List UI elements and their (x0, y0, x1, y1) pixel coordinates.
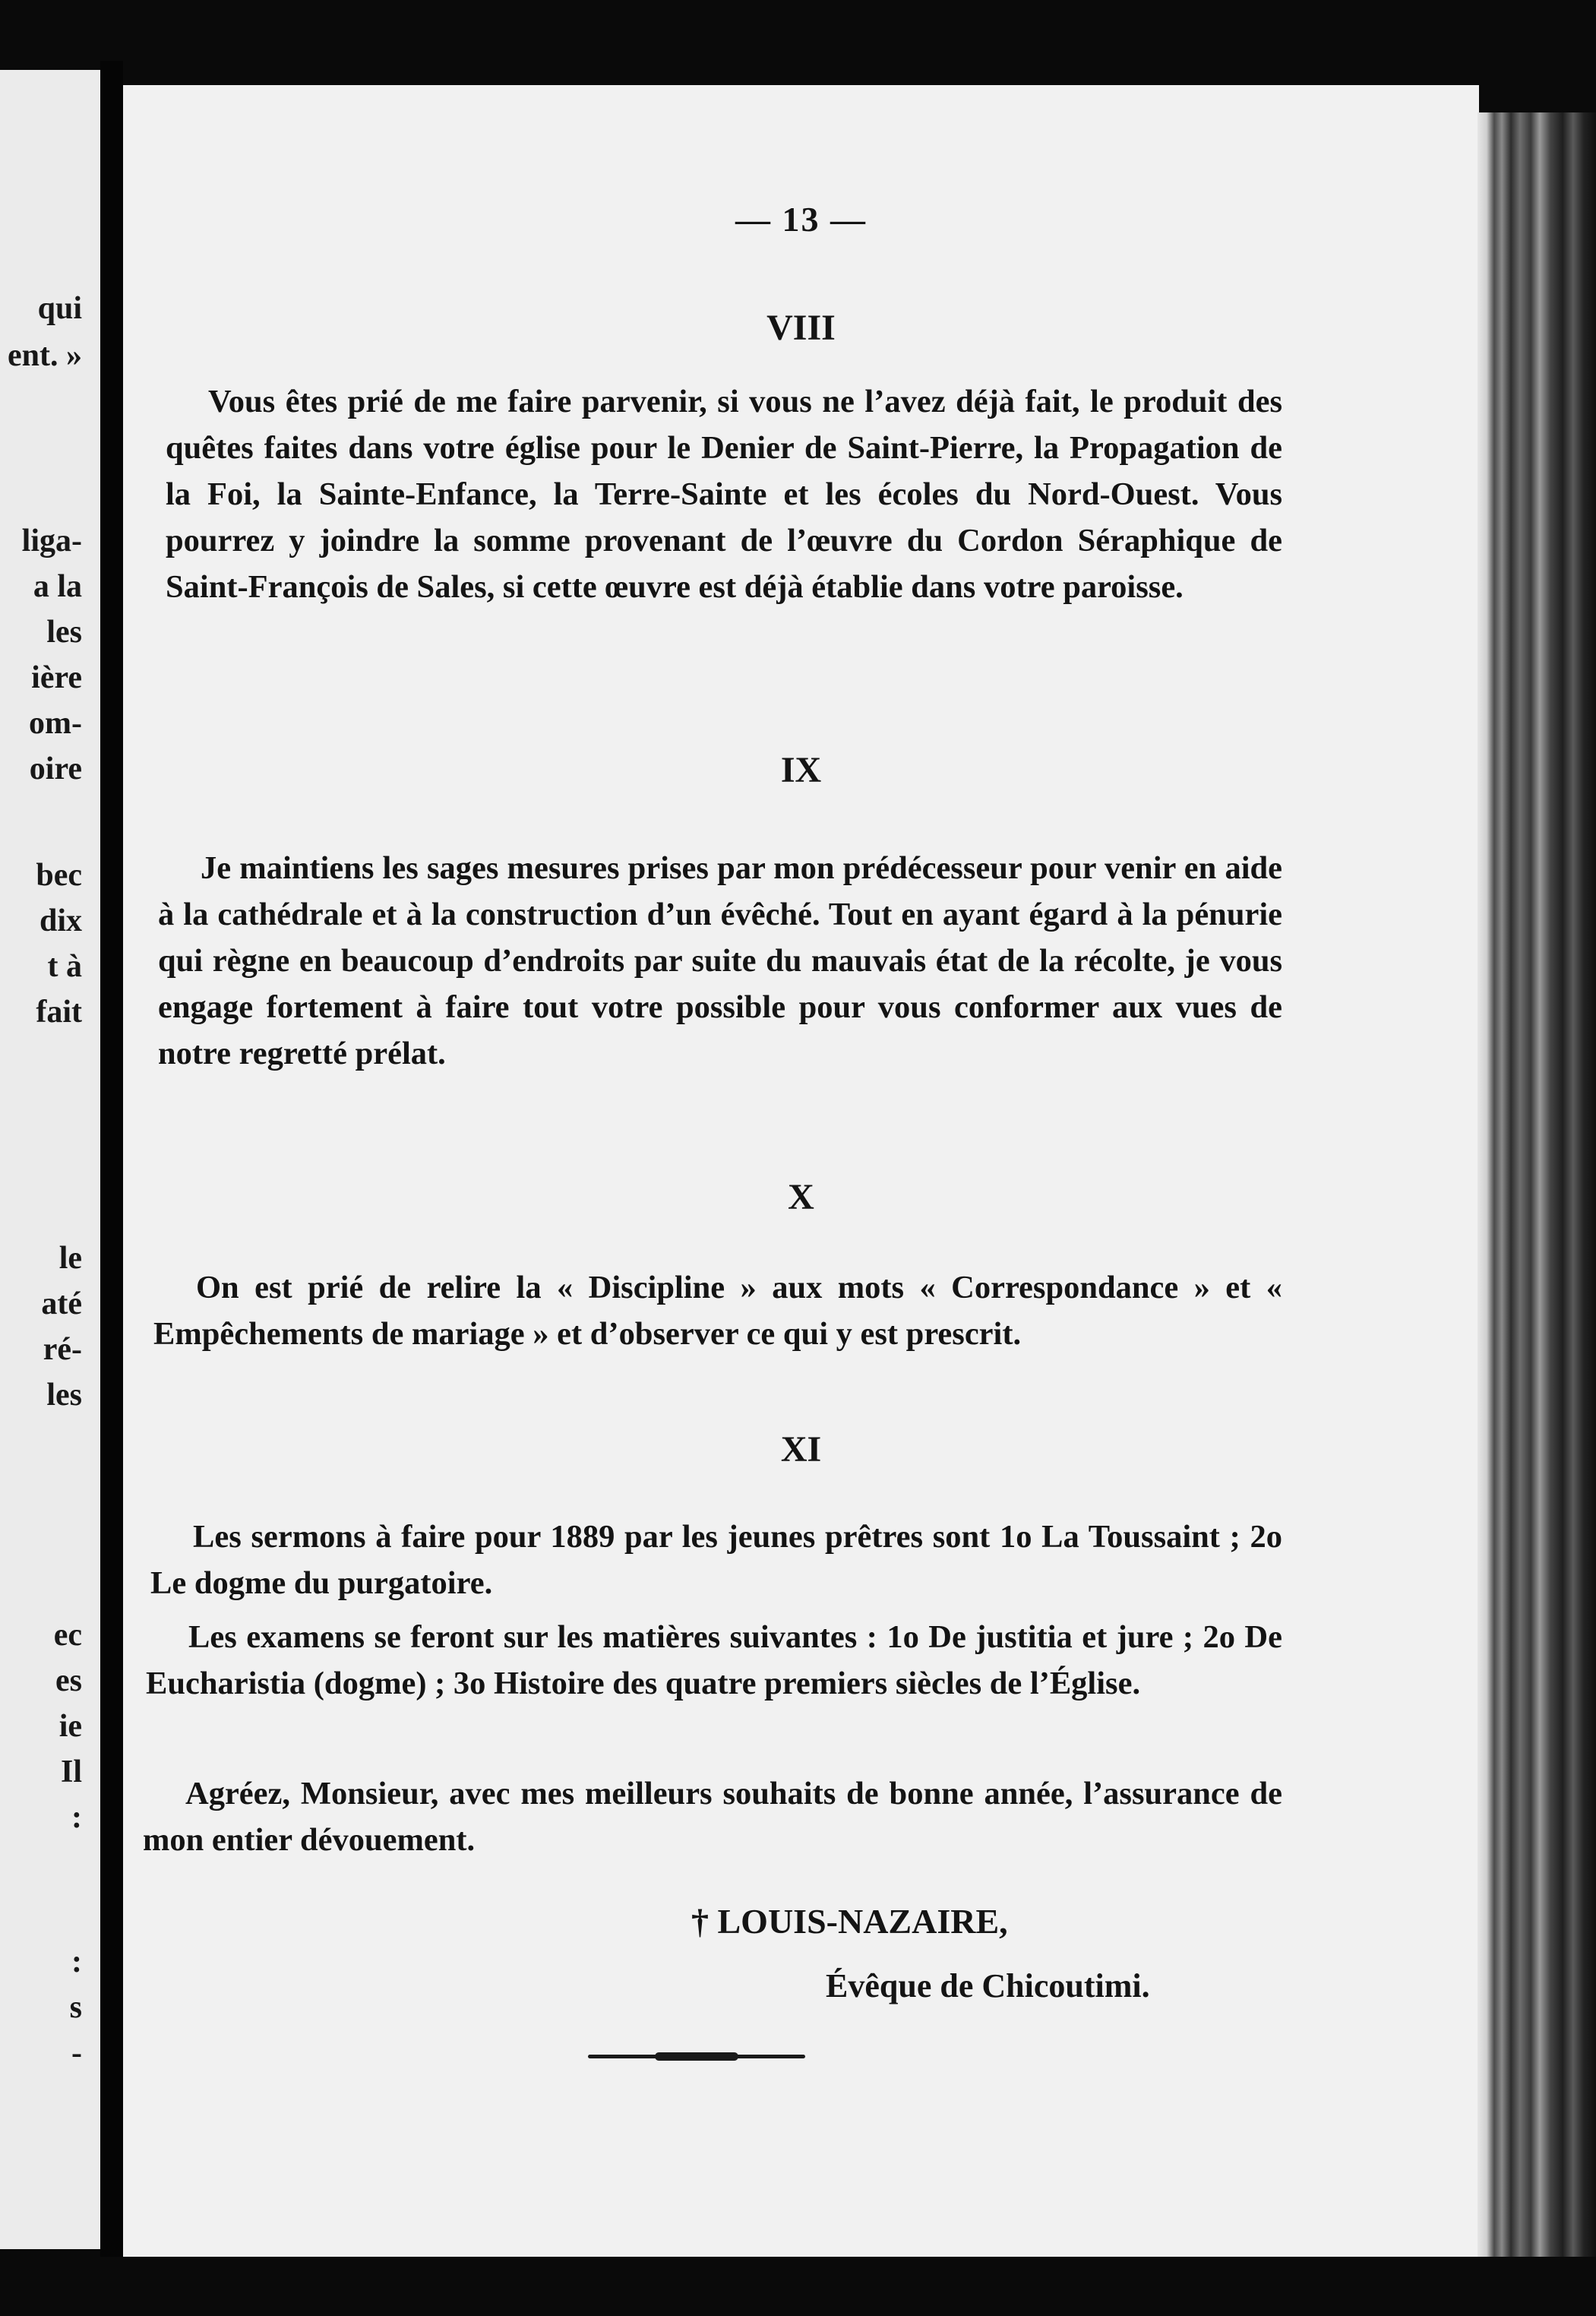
margin-fragment: ent. » (8, 338, 82, 373)
paragraph-examens: Les examens se feront sur les matières suivantes : 1o De justitia et jure ; 2o De Eucharistia (dogme) ; 3o Histoire des quatre premiers siècles de l’Église. (146, 1619, 1282, 1701)
margin-fragment: oire (29, 751, 82, 786)
margin-fragment: ré- (43, 1332, 82, 1367)
section-heading-viii: VIII (766, 308, 836, 348)
margin-fragment: : (71, 1944, 82, 1979)
signature-name: † LOUIS-NAZAIRE, (691, 1902, 1008, 1941)
margin-fragment: les (46, 1378, 82, 1413)
scan-border (0, 2257, 1596, 2316)
margin-fragment: ière (31, 660, 82, 695)
margin-fragment: ie (58, 1709, 82, 1744)
paragraph-closing: Agréez, Monsieur, avec mes meilleurs souhaits de bonne année, l’assurance de mon entier dévouement. (143, 1776, 1282, 1858)
margin-fragment: Il (60, 1754, 82, 1789)
margin-fragment: a la (33, 569, 82, 604)
margin-fragment: : (71, 1800, 82, 1835)
signature-title: Évêque de Chicoutimi. (826, 1967, 1150, 2004)
margin-fragment: s (69, 1990, 82, 2025)
margin-fragment: om- (29, 706, 82, 741)
section-heading-ix: IX (780, 750, 822, 790)
margin-fragment: fait (36, 995, 82, 1030)
closing-rule-ornament (655, 2052, 738, 2061)
margin-fragment: t à (47, 949, 82, 984)
binding-edge (1477, 112, 1596, 2257)
margin-fragment: qui (37, 291, 82, 326)
page-number: — 13 — (735, 200, 867, 239)
paragraph-sermons: Les sermons à faire pour 1889 par les jeunes prêtres sont 1o La Toussaint ; 2o Le dogme du purgatoire. (150, 1519, 1282, 1601)
margin-fragment: bec (36, 858, 82, 893)
margin-fragment: ec (53, 1618, 82, 1653)
margin-fragment: dix (39, 903, 82, 938)
margin-fragment: - (71, 2036, 82, 2071)
margin-fragment: liga- (21, 524, 82, 558)
margin-fragment: até (41, 1286, 82, 1321)
margin-fragment: le (58, 1241, 82, 1276)
book-gutter (100, 61, 123, 2264)
book-page (123, 85, 1479, 2257)
paragraph-x: On est prié de relire la « Discipline » aux mots « Correspondance » et « Empêchements de mariage » et d’observer ce qui y est prescrit. (153, 1270, 1282, 1352)
section-heading-xi: XI (780, 1429, 822, 1470)
margin-fragment: es (55, 1663, 82, 1698)
paragraph-ix: Je maintiens les sages mesures prises par mon prédécesseur pour venir en aide à la cathédrale et à la construction d’un évêché. Tout en ayant égard à la pénurie qui règne en beaucoup d’endroits par suite du mauvais état de la récolte, je vous engage fortement à faire tout votre possible pour vous conformer aux vues de notre regretté prélat. (158, 850, 1282, 1071)
margin-fragment: les (46, 615, 82, 650)
section-heading-x: X (788, 1177, 814, 1217)
paragraph-viii: Vous êtes prié de me faire parvenir, si vous ne l’avez déjà fait, le produit des quêtes faites dans votre église pour le Denier de Saint-Pierre, la Propagation de la Foi, la Sainte-Enfance, la Terre-Sainte et les écoles du Nord-Ouest. Vous pourrez y joindre la somme provenant de l’œuvre du Cordon Séraphique de Saint-François de Sales, si cette œuvre est déjà établie dans votre paroisse. (166, 384, 1282, 605)
previous-page-edge (0, 70, 100, 2249)
